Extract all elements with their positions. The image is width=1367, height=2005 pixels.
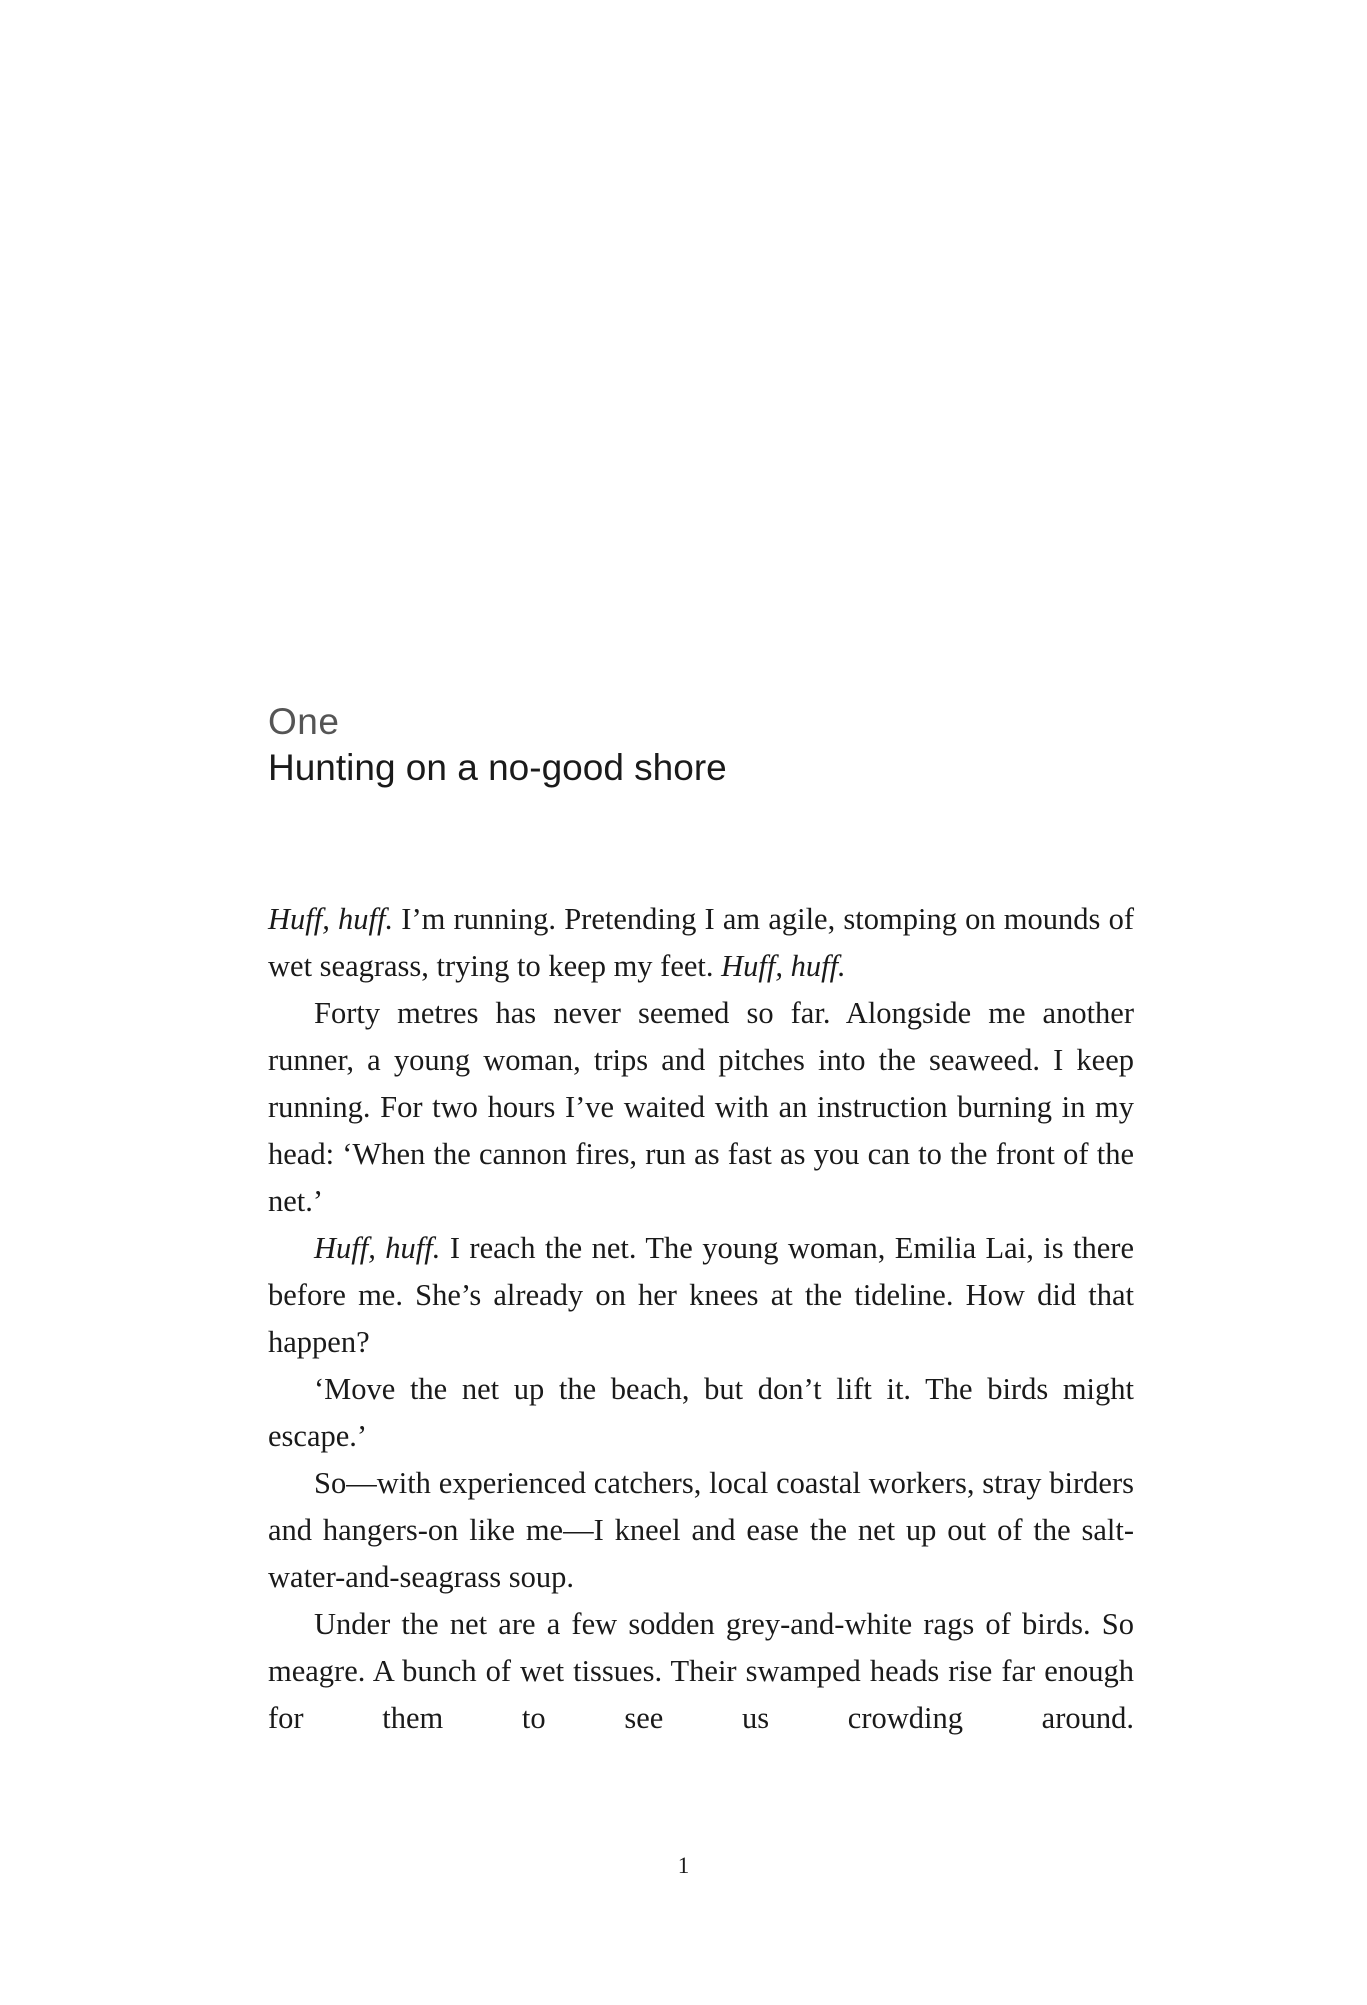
body-text — [268, 896, 1134, 1742]
paragraph-2: Forty metres has never seemed so far. Alongside me another runner, a young woman, trips and pitches into the seaweed. I keep running. For two hours I’ve waited with an instruction burning in my head: ‘When the cannon fires, run as fast as you can to the front of the net.’ — [268, 996, 1134, 1218]
paragraph-3 — [268, 1225, 1134, 1366]
chapter-number: One — [268, 701, 340, 742]
paragraph-text: I’m running. Pretending I am agile, stomping on mounds of wet seagrass, trying to keep my feet. — [268, 902, 1134, 983]
paragraph-6: Under the net are a few sodden grey-and-white rags of birds. So meagre. A bunch of wet tissues. Their swamped heads rise far enough for them to see us crowding around. — [268, 1607, 1134, 1735]
italic-sound: Huff, huff. — [314, 1231, 441, 1265]
italic-sound: Huff, huff. — [721, 949, 846, 983]
paragraph-1 — [268, 896, 1134, 990]
paragraph-text: I reach the net. The young woman, Emilia Lai, is there before me. She’s already on her knees at the tideline. How did that happen? — [268, 1231, 1135, 1359]
italic-sound: Huff, huff. — [268, 902, 394, 936]
chapter-title: Hunting on a no-good shore — [268, 747, 727, 788]
page-number: 1 — [677, 1853, 690, 1878]
paragraph-5: So—with experienced catchers, local coastal workers, stray birders and hangers-on like me—I kneel and ease the net up out of the salt-water-and-seagrass soup. — [268, 1466, 1134, 1594]
paragraph-4: ‘Move the net up the beach, but don’t lift it. The birds might escape.’ — [268, 1372, 1134, 1453]
